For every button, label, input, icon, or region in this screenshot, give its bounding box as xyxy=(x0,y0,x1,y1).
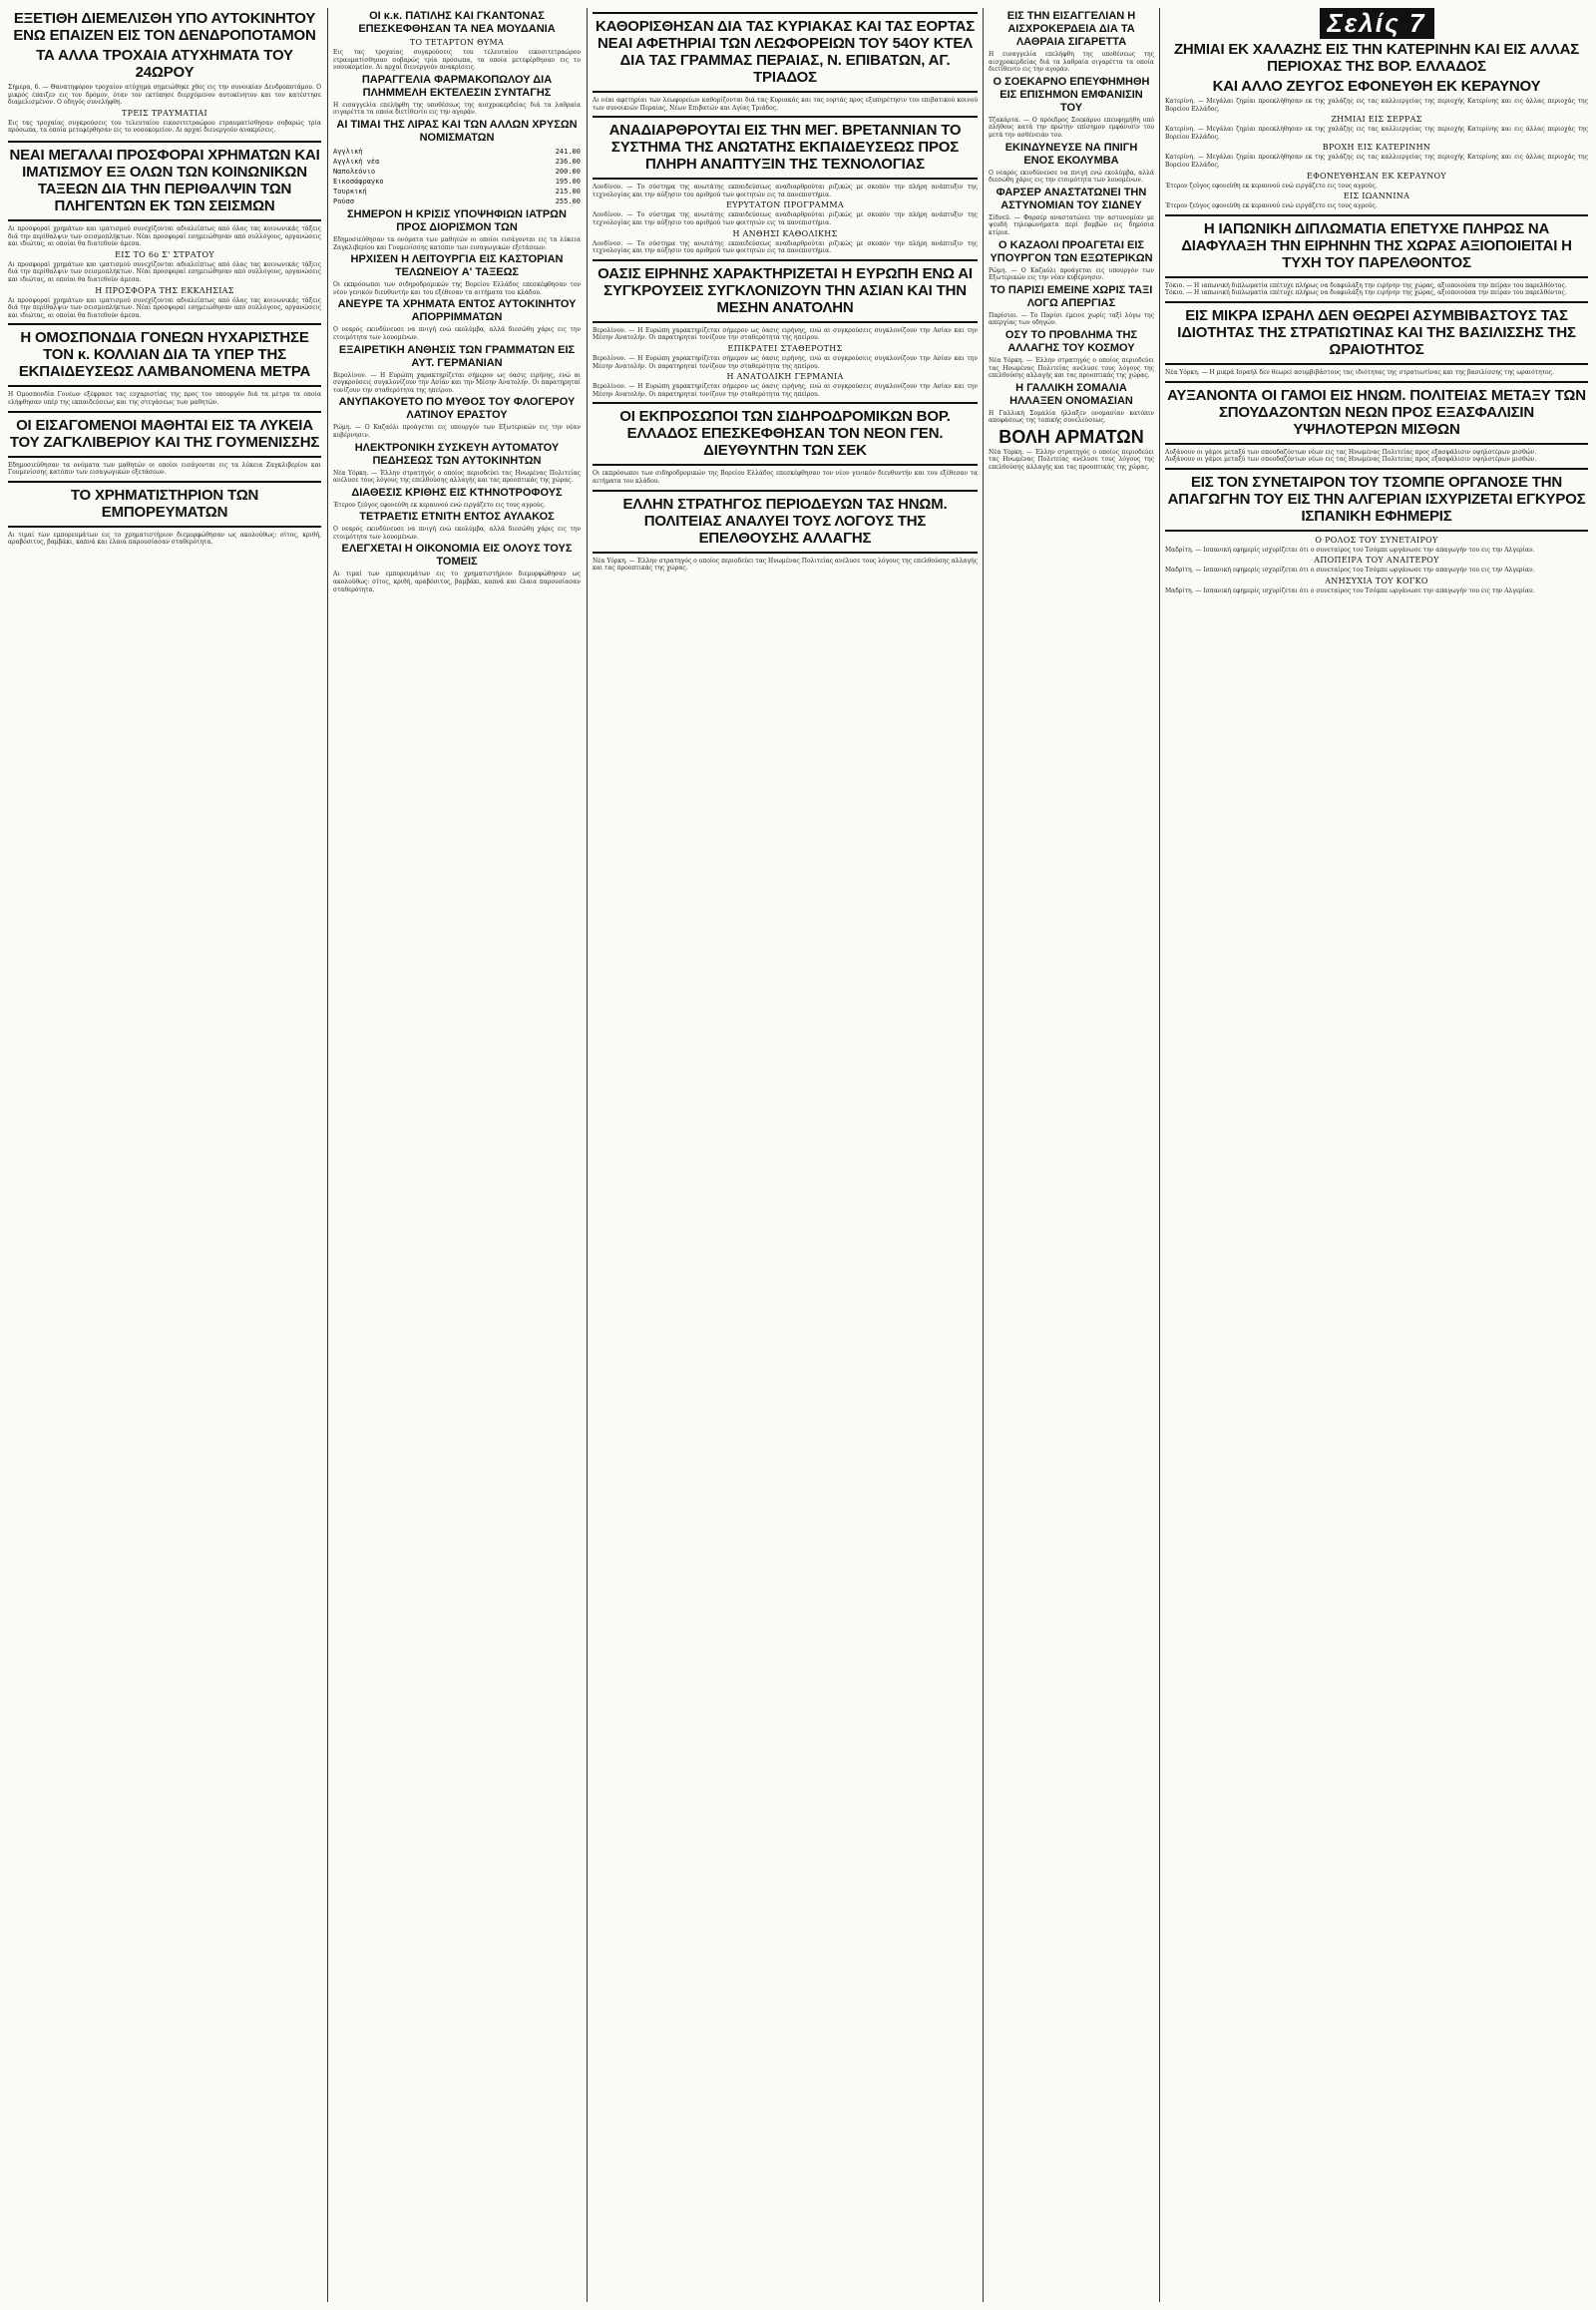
article xyxy=(593,116,978,180)
headline: ΟΙ κ.κ. ΠΑΤΙΛΗΣ ΚΑΙ ΓΚΑΝΤΟΝΑΣ ΕΠΕΣΚΕΦΘΗΣΑΝ ΤΑ ΝΕΑ ΜΟΥΔΑΝΙΑ xyxy=(358,10,556,35)
article xyxy=(593,259,978,323)
subheading: ΕΠΙΚΡΑΤΕΙ ΣΤΑΘΕΡΟΤΗΣ xyxy=(727,343,843,353)
article xyxy=(1165,468,1588,532)
headline: ΠΑΡΑΓΓΕΛΙΑ ΦΑΡΜΑΚΟΠΩΛΟΥ ΔΙΑ ΠΛΗΜΜΕΛΗ ΕΚΤΕΛΕΣΙΝ ΣΥΝΤΑΓΗΣ xyxy=(361,73,553,99)
headline: ΦΑΡΣΕΡ ΑΝΑΣΤΑΤΩΝΕΙ ΤΗΝ ΑΣΤΥΝΟΜΙΑΝ ΤΟΥ ΣΙΔΝΕΥ xyxy=(996,186,1147,211)
headline: ΟΙ ΕΙΣΑΓΟΜΕΝΟΙ ΜΑΘΗΤΑΙ ΕΙΣ ΤΑ ΛΥΚΕΙΑ ΤΟΥ ΖΑΓΚΛΙΒΕΡΙΟΥ ΚΑΙ ΤΗΣ ΓΟΥΜΕΝΙΣΣΗΣ xyxy=(9,416,320,451)
article-body: Εις τας τροχαίας συγκρούσεις του τελευταίου εικοσιτετραώρου ετραυματίσθησαν σοβαρώς τρία πρόσωπα, τα οποία μετεφέρθησαν εις το νοσοκομείον. Αι αρχαί διενεργούν ανακρίσεις. xyxy=(8,119,321,135)
price-row xyxy=(333,196,581,206)
article-body: Οι εκπρόσωποι των σιδηροδρομικών της Βορείου Ελλάδος επεσκέφθησαν τον νέον γενικόν διευθυντήν και του εξέθεσαν τα αιτήματα του κλάδου. xyxy=(333,281,581,296)
article-body: Αι τιμαί των εμπορευμάτων εις το χρηματιστήριον διεμορφώθησαν ως ακολούθως: σίτος, κριθή, αραβόσιτος, βαμβάκι, καπνά και έλαια παρουσίασαν σταθερότητα. xyxy=(8,531,321,547)
column-rule xyxy=(1159,8,1160,2302)
price-row xyxy=(333,157,581,167)
article-body: Ρώμη. — Ο Καζαόλι προάγεται εις υπουργόν των Εξωτερικών εις την νέαν κυβέρνησιν. xyxy=(989,266,1154,282)
headline: ΑΝΥΠΑΚΟΥΕΤΟ ΠΟ ΜΥΘΟΣ ΤΟΥ ΦΛΟΓΕΡΟΥ ΛΑΤΙΝΟΥ ΕΡΑΣΤΟΥ xyxy=(338,396,576,422)
article-body: Βερολίνον. — Η Ευρώπη χαρακτηρίζεται σήμερον ως όασις ειρήνης, ενώ αι συγκρούσεις συγκλονίζουν την Ασίαν και την Μέσην Ανατολήν. Οι παρατηρηταί τονίζουν την σταθερότητα της ηπείρου. xyxy=(593,354,978,370)
article-body: Οι εκπρόσωποι των σιδηροδρομικών της Βορείου Ελλάδος επεσκέφθησαν τον νέον γενικόν διευθυντήν και του εξέθεσαν τα αιτήματα του κλάδου. xyxy=(593,470,978,485)
subheading: Η ΑΝΑΤΟΛΙΚΗ ΓΕΡΜΑΝΙΑ xyxy=(726,372,844,382)
article-body: Η Ομοσπονδία Γονέων εξέφρασε τας ευχαριστίας της προς τον υπουργόν διά τα μέτρα τα οποία ελήφθησαν υπέρ της εκπαιδεύσεως και της στεγάσεως των μαθητών. xyxy=(8,391,321,406)
headline: ΟΙ ΕΚΠΡΟΣΩΠΟΙ ΤΩΝ ΣΙΔΗΡΟΔΡΟΜΙΚΩΝ ΒΟΡ. ΕΛΛΑΔΟΣ ΕΠΕΣΚΕΦΘΗΣΑΝ ΤΟΝ ΝΕΟΝ ΓΕΝ. ΔΙΕΥΘΥΝΤΗΝ ΤΩΝ ΣΕΚ xyxy=(619,408,951,460)
coin-name: Αγγλική xyxy=(333,147,363,156)
column-1 xyxy=(8,8,321,547)
headline: ΤΟ ΠΑΡΙΣΙ ΕΜΕΙΝΕ ΧΩΡΙΣ ΤΑΞΙ ΛΟΓΩ ΑΠΕΡΓΙΑΣ xyxy=(990,283,1153,309)
article xyxy=(1165,214,1588,278)
headline: Ο ΚΑΖΑΟΛΙ ΠΡΟΑΓΕΤΑΙ ΕΙΣ ΥΠΟΥΡΓΟΝ ΤΩΝ ΕΞΩΤΕΡΙΚΩΝ xyxy=(990,238,1153,264)
subheading: ΖΗΜΙΑΙ ΕΙΣ ΣΕΡΡΑΣ xyxy=(1331,115,1422,125)
article-body: Εδημοσιεύθησαν τα ονόματα των μαθητών οι οποίοι εισάγονται εις τα λύκεια Ζαγκλιβερίου και Γουμενίσσης κατόπιν των εισαγωγικών εξετάσεων. xyxy=(333,235,581,251)
article xyxy=(593,12,978,93)
article-body: Αι νέαι αφετηρίαι των λεωφορείων καθορίζονται διά τας Κυριακάς και τας εορτάς προς εξυπηρέτησιν του επιβατικού κοινού των συνοικιών Περαίας, Νέων Επιβατών και Αγίας Τριάδος. xyxy=(593,97,978,112)
price-row xyxy=(333,167,581,177)
coin-name: Ναπολεόνιο xyxy=(333,167,376,176)
subheading: Η ΠΡΟΣΦΟΡΑ ΤΗΣ ΕΚΚΛΗΣΙΑΣ xyxy=(95,285,234,295)
column-3 xyxy=(593,8,978,573)
headline: Η ΙΑΠΩΝΙΚΗ ΔΙΠΛΩΜΑΤΙΑ ΕΠΕΤΥΧΕ ΠΛΗΡΩΣ ΝΑ ΔΙΑΦΥΛΑΞΗ ΤΗΝ ΕΙΡΗΝΗΝ ΤΗΣ ΧΩΡΑΣ ΑΞΙΟΠΟΙΕΙΤΑΙ Η ΤΥΧΗ ΤΟΥ ΠΑΡΕΛΘΟΝΤΟΣ xyxy=(1181,219,1572,271)
article-body: Κατερίνη. — Μεγάλαι ζημίαι προεκλήθησαν εκ της χαλάζης εις τας καλλιεργείας της περιοχής Κατερίνης και εις άλλας περιοχάς της Βορείου Ελλάδος. xyxy=(1165,154,1588,169)
article-body: Έτερον ζεύγος εφονεύθη εκ κεραυνού ενώ ειργάζετο εις τους αγρούς. xyxy=(1165,182,1378,190)
column-4 xyxy=(989,8,1154,472)
headline: ΑΝΕΥΡΕ ΤΑ ΧΡΗΜΑΤΑ ΕΝΤΟΣ ΑΥΤΟΚΙΝΗΤΟΥ ΑΠΟΡΡΙΜΜΑΤΩΝ xyxy=(337,298,577,324)
subheading: ΤΟ ΤΕΤΑΡΤΟΝ ΘΥΜΑ xyxy=(409,38,505,47)
headline: ΝΕΑΙ ΜΕΓΑΛΑΙ ΠΡΟΣΦΟΡΑΙ ΧΡΗΜΑΤΩΝ ΚΑΙ ΙΜΑΤΙΣΜΟΥ ΕΞ ΟΛΩΝ ΤΩΝ ΚΟΙΝΩΝΙΚΩΝ ΤΑΞΕΩΝ ΔΙΑ ΤΗΝ ΠΕΡΙΘΑΛΨΙΝ ΤΩΝ ΠΛΗΓΕΝΤΩΝ ΕΚ ΤΩΝ ΣΕΙΣΜΩΝ xyxy=(9,146,320,214)
headline: ΕΙΣ ΤΟΝ ΣΥΝΕΤΑΙΡΟΝ ΤΟΥ ΤΣΟΜΠΕ ΟΡΓΑΝΟΣΕ ΤΗΝ ΑΠΑΓΩΓΗΝ ΤΟΥ ΕΙΣ ΤΗΝ ΑΛΓΕΡΙΑΝ ΙΣΧΥΡΙΖΕΤΑΙ ΕΓΚΥΡΟΣ ΙΣΠΑΝΙΚΗ ΕΦΗΜΕΡΙΣ xyxy=(1167,473,1586,525)
headline: ΕΚΙΝΔΥΝΕΥΣΕ ΝΑ ΠΝΙΓΗ ΕΝΟΣ ΕΚΟΛΥΜΒΑ xyxy=(1004,141,1138,167)
article-body: Βερολίνον. — Η Ευρώπη χαρακτηρίζεται σήμερον ως όασις ειρήνης, ενώ αι συγκρούσεις συγκλονίζουν την Ασίαν και την Μέσην Ανατολήν. Οι παρατηρηταί τονίζουν την σταθερότητα της ηπείρου. xyxy=(593,326,978,342)
article xyxy=(1165,301,1588,365)
article-body: Η εισαγγελία επελήφθη της υποθέσεως της αισχροκερδείας διά τα λαθραία σιγαρέττα τα οποία διετίθεντο εις την αγοράν. xyxy=(989,51,1154,74)
article-body: Ο νεαρός εκινδύνευσε να πνιγή ενώ εκολύμβα, αλλά διεσώθη χάρις εις την ετοιμότητα των λουομένων. xyxy=(989,169,1154,185)
headline: ΑΙ ΤΙΜΑΙ ΤΗΣ ΛΙΡΑΣ ΚΑΙ ΤΩΝ ΑΛΛΩΝ ΧΡΥΣΩΝ ΝΟΜΙΣΜΑΤΩΝ xyxy=(336,118,578,144)
coin-price: 195.00 xyxy=(555,177,581,186)
column-2 xyxy=(333,8,581,593)
subheading: ΑΠΟΠΕΙΡΑ ΤΟΥ ΑΝΑΙΤΕΡΟΥ xyxy=(1314,556,1439,566)
article-body: Λονδίνον. — Το σύστημα της ανωτάτης εκπαιδεύσεως αναδιαρθρούται ριζικώς με σκοπόν την πλήρη ανάπτυξιν της τεχνολογίας και την αύξησιν του αριθμού των φοιτητών εις τα πανεπιστήμια. xyxy=(593,184,978,198)
article-body: Νέα Υόρκη. — Έλλην στρατηγός ο οποίος περιοδεύει τας Ηνωμένας Πολιτείας ανέλυσε τους λόγους της επελθούσης αλλαγής και τας προοπτικάς της χώρας. xyxy=(333,469,581,485)
article-body: Αι τιμαί των εμπορευμάτων εις το χρηματιστήριον διεμορφώθησαν ως ακολούθως: σίτος, κριθή, αραβόσιτος, βαμβάκι, καπνά και έλαια παρουσίασαν σταθερότητα. xyxy=(333,571,581,593)
headline: ΤΟ ΧΡΗΜΑΤΙΣΤΗΡΙΟΝ ΤΩΝ ΕΜΠΟΡΕΥΜΑΤΩΝ xyxy=(70,486,259,521)
article-body: Εδημοσιεύθησαν τα ονόματα των μαθητών οι οποίοι εισάγονται εις τα λύκεια Ζαγκλιβερίου και Γουμενίσσης κατόπιν των εισαγωγικών εξετάσεων. xyxy=(8,461,321,477)
headline: ΖΗΜΙΑΙ ΕΚ ΧΑΛΑΖΗΣ ΕΙΣ ΤΗΝ ΚΑΤΕΡΙΝΗΝ ΚΑΙ ΕΙΣ ΑΛΛΑΣ ΠΕΡΙΟΧΑΣ ΤΗΣ ΒΟΡ. ΕΛΛΑΔΟΣ xyxy=(1173,41,1580,75)
article xyxy=(593,490,978,554)
article-body: Έτερον ζεύγος εφονεύθη εκ κεραυνού ενώ ειργάζετο εις τους αγρούς. xyxy=(1165,202,1378,210)
headline: Η ΟΜΟΣΠΟΝΔΙΑ ΓΟΝΕΩΝ ΗΥΧΑΡΙΣΤΗΣΕ ΤΟΝ κ. ΚΟΛΛΙΑΝ ΔΙΑ ΤΑ ΥΠΕΡ ΤΗΣ ΕΚΠΑΙΔΕΥΣΕΩΣ ΛΑΜΒΑΝΟΜΕΝΑ ΜΕΤΡΑ xyxy=(18,329,311,381)
column-5 xyxy=(1165,8,1588,595)
subheading: ΒΡΟΧΗ ΕΙΣ ΚΑΤΕΡΙΝΗΝ xyxy=(1322,143,1431,153)
price-row xyxy=(333,177,581,187)
coin-price: 200.00 xyxy=(555,167,581,176)
price-table xyxy=(333,147,581,206)
article xyxy=(8,323,321,387)
coin-price: 215.00 xyxy=(555,187,581,195)
article-body: Εις τας τροχαίας συγκρούσεις του τελευταίου εικοσιτετραώρου ετραυματίσθησαν σοβαρώς τρία πρόσωπα, τα οποία μετεφέρθησαν εις το νοσοκομείον. Αι αρχαί διενεργούν ανακρίσεις. xyxy=(333,49,581,72)
article-body: Βερολίνον. — Η Ευρώπη χαρακτηρίζεται σήμερον ως όασις ειρήνης, ενώ αι συγκρούσεις συγκλονίζουν την Ασίαν και την Μέσην Ανατολήν. Οι παρατηρηταί τονίζουν την σταθερότητα της ηπείρου. xyxy=(593,383,978,398)
article-body: Τόκιο. — Η ιαπωνική διπλωματία επέτυχε πλήρως να διαφυλάξη την ειρήνην της χώρας, αξιοποιούσα την πείραν του παρελθόντος. xyxy=(1165,281,1567,289)
headline: ΤΑ ΑΛΛΑ ΤΡΟΧΑΙΑ ΑΤΥΧΗΜΑΤΑ ΤΟΥ 24ΩΡΟΥ xyxy=(36,47,293,81)
headline: ΣΗΜΕΡΟΝ Η ΚΡΙΣΙΣ ΥΠΟΨΗΦΙΩΝ ΙΑΤΡΩΝ ΠΡΟΣ ΔΙΟΡΙΣΜΟΝ ΤΩΝ xyxy=(347,207,567,233)
article-body: Έτερον ζεύγος εφονεύθη εκ κεραυνού ενώ ειργάζετο εις τους αγρούς. xyxy=(333,501,546,509)
coin-price: 241.00 xyxy=(555,147,581,156)
price-row xyxy=(333,187,581,196)
column-rule xyxy=(587,8,588,2302)
article-body: Νέα Υόρκη. — Έλλην στρατηγός ο οποίος περιοδεύει τας Ηνωμένας Πολιτείας ανέλυσε τους λόγους της επελθούσης αλλαγής και τας προοπτικάς της χώρας. xyxy=(989,448,1154,472)
headline: ΗΡΧΙΣΕΝ Η ΛΕΙΤΟΥΡΓΙΑ ΕΙΣ ΚΑΣΤΟΡΙΑΝ ΤΕΛΩΝΕΙΟΥ Α' ΤΑΞΕΩΣ xyxy=(350,253,564,279)
headline: ΤΕΤΡΑΕΤΙΣ ΕΤΝΙΤΗ ΕΝΤΟΣ ΑΥΛΑΚΟΣ xyxy=(359,511,555,524)
headline: ΑΝΑΔΙΑΡΘΡΟΥΤΑΙ ΕΙΣ ΤΗΝ ΜΕΓ. ΒΡΕΤΑΝΝΙΑΝ ΤΟ ΣΥΣΤΗΜΑ ΤΗΣ ΑΝΩΤΑΤΗΣ ΕΚΠΑΙΔΕΥΣΕΩΣ ΠΡΟΣ ΠΛΗΡΗ ΑΝΑΠΤΥΞΙΝ ΤΗΣ ΤΕΧΝΟΛΟΓΙΑΣ xyxy=(608,122,962,174)
article-body: Η εισαγγελία επελήφθη της υποθέσεως της αισχροκερδείας διά τα λαθραία σιγαρέττα τα οποία διετίθεντο εις την αγοράν. xyxy=(333,101,581,117)
subheading: ΕΙΣ ΤΟ 6ο Σ' ΣΤΡΑΤΟΥ xyxy=(115,249,214,259)
article-body: Μαδρίτη. — Ισπανική εφημερίς ισχυρίζεται ότι ο συνεταίρος του Τσόμπε ωργάνωσε την απαγωγήν του εις την Αλγερίαν. xyxy=(1165,586,1535,594)
coin-name: Τουρκική xyxy=(333,187,367,195)
article xyxy=(1165,381,1588,445)
headline: ΔΙΑΘΕΣΙΣ ΚΡΙΘΗΣ ΕΙΣ ΚΤΗΝΟΤΡΟΦΟΥΣ xyxy=(351,486,563,499)
subheading: ΕΦΟΝΕΥΘΗΣΑΝ ΕΚ ΚΕΡΑΥΝΟΥ xyxy=(1307,171,1446,181)
article-body: Αι προσφοραί χρημάτων και ιματισμού συνεχίζονται αδιαλείπτως από όλας τας κοινωνικάς τάξεις διά την περίθαλψιν των σεισμοπλήκτων. Νέαι προσφοραί εσημειώθησαν από συλλόγους, οργανώσεις και ιδιώτας, αι οποίαι θα διατεθούν άμεσα. xyxy=(8,260,321,283)
subheading: Ο ΡΟΛΟΣ ΤΟΥ ΣΥΝΕΤΑΙΡΟΥ xyxy=(1315,535,1438,545)
article-body: Η Γαλλική Σομαλία ήλλαξεν ονομασίαν κατόπιν αποφάσεως της τοπικής συνελεύσεως. xyxy=(989,409,1154,425)
headline: ΟΑΣΙΣ ΕΙΡΗΝΗΣ ΧΑΡΑΚΤΗΡΙΖΕΤΑΙ Η ΕΥΡΩΠΗ ΕΝΩ ΑΙ ΣΥΓΚΡΟΥΣΕΙΣ ΣΥΓΚΛΟΝΙΖΟΥΝ ΤΗΝ ΑΣΙΑΝ ΚΑΙ ΤΗΝ ΜΕΣΗΝ ΑΝΑΤΟΛΗΝ xyxy=(598,264,973,316)
article-body: Λονδίνον. — Το σύστημα της ανωτάτης εκπαιδεύσεως αναδιαρθρούται ριζικώς με σκοπόν την πλήρη ανάπτυξιν της τεχνολογίας και την αύξησιν του αριθμού των φοιτητών εις τα πανεπιστήμια. xyxy=(593,239,978,255)
article-body: Νέα Υόρκη. — Η μικρά Ισραήλ δεν θεωρεί ασυμβιβάστους τας ιδιότητας της στρατιωτίνας και της βασιλίσσης της ωραιότητος. xyxy=(1165,368,1554,376)
headline: ΕΛΕΓΧΕΤΑΙ Η ΟΙΚΟΝΟΜΙΑ ΕΙΣ ΟΛΟΥΣ ΤΟΥΣ ΤΟΜΕΙΣ xyxy=(341,543,573,569)
article-body: Σήμερα, 6. — Θανατηφόρον τροχαίον ατύχημα σημειώθηκε χθες εις την συνοικίαν Δενδροποτάμου. Ο μικρός έπαιζεν εις τον δρόμον, όταν τον εκτύπησε διερχόμενον αυτοκίνητον και τον κατέστησε διαμελισμένον. Ο οδηγός συνελήφθη. xyxy=(8,84,321,107)
headline: ΟΣΥ ΤΟ ΠΡΟΒΛΗΜΑ ΤΗΣ ΑΛΛΑΓΗΣ ΤΟΥ ΚΟΣΜΟΥ xyxy=(1004,328,1138,354)
coin-price: 236.00 xyxy=(555,157,581,166)
article-body: Αι προσφοραί χρημάτων και ιματισμού συνεχίζονται αδιαλείπτως από όλας τας κοινωνικάς τάξεις διά την περίθαλψιν των σεισμοπλήκτων. Νέαι προσφοραί εσημειώθησαν από συλλόγους, οργανώσεις και ιδιώτας, αι οποίαι θα διατεθούν άμεσα. xyxy=(8,296,321,319)
article-body: Βερολίνον. — Η Ευρώπη χαρακτηρίζεται σήμερον ως όασις ειρήνης, ενώ αι συγκρούσεις συγκλονίζουν την Ασίαν και την Μέσην Ανατολήν. Οι παρατηρηταί τονίζουν την σταθερότητα της ηπείρου. xyxy=(333,371,581,394)
headline: Ο ΣΟΕΚΑΡΝΟ ΕΠΕΥΦΗΜΗΘΗ ΕΙΣ ΕΠΙΣΗΜΟΝ ΕΜΦΑΝΙΣΙΝ ΤΟΥ xyxy=(993,75,1150,114)
headline: ΑΥΞΑΝΟΝΤΑ ΟΙ ΓΑΜΟΙ ΕΙΣ ΗΝΩΜ. ΠΟΛΙΤΕΙΑΣ ΜΕΤΑΞΥ ΤΩΝ ΣΠΟΥΔΑΖΟΝΤΩΝ ΝΕΩΝ ΠΡΟΣ ΕΞΑΣΦΑΛΙΣΙΝ ΥΨΗΛΟΤΕΡΩΝ ΜΙΣΘΩΝ xyxy=(1167,386,1586,438)
column-rule xyxy=(327,8,328,2302)
article-body: Ρώμη. — Ο Καζαόλι προάγεται εις υπουργόν των Εξωτερικών εις την νέαν κυβέρνησιν. xyxy=(333,424,581,439)
article-body: Ο νεαρός εκινδύνευσε να πνιγή ενώ εκολύμβα, αλλά διεσώθη χάρις εις την ετοιμότητα των λουομένων. xyxy=(333,526,581,541)
column-rule xyxy=(983,8,984,2302)
article xyxy=(593,402,978,466)
subheading: ΑΝΗΣΥΧΙΑ ΤΟΥ ΚΟΓΚΟ xyxy=(1325,576,1428,585)
masthead xyxy=(1165,8,1588,39)
article-body: Κατερίνη. — Μεγάλαι ζημίαι προεκλήθησαν εκ της χαλάζης εις τας καλλιεργείας της περιοχής Κατερίνης και εις άλλας περιοχάς της Βορείου Ελλάδος. xyxy=(1165,126,1588,141)
article-body: Ο νεαρός εκινδύνευσε να πνιγή ενώ εκολύμβα, αλλά διεσώθη χάρις εις την ετοιμότητα των λουομένων. xyxy=(333,326,581,341)
subheading: ΕΥΡΥΤΑΤΟΝ ΠΡΟΓΡΑΜΜΑ xyxy=(726,200,844,210)
article-body: Παρίσιοι. — Το Παρίσι έμεινε χωρίς ταξί λόγω της απεργίας των οδηγών. xyxy=(989,311,1154,327)
coin-name: Αγγλική νέα xyxy=(333,157,380,166)
subheading: ΤΡΕΙΣ ΤΡΑΥΜΑΤΙΑΙ xyxy=(122,108,207,118)
headline: ΒΟΛΗ ΑΡΜΑΤΩΝ xyxy=(998,426,1144,447)
article-body: Αυξάνουν οι γάμοι μεταξύ των σπουδαζόντων νέων εις τας Ηνωμένας Πολιτείας προς εξασφάλισιν υψηλοτέρων μισθών. xyxy=(1165,448,1537,456)
article xyxy=(8,481,321,528)
coin-name: Εικοσάφραγκο xyxy=(333,177,384,186)
article-body: Σίδνεϋ. — Φαρσέρ αναστατώνει την αστυνομίαν με ψευδή τηλεφωνήματα περί βομβών εις δημόσια κτίρια. xyxy=(989,213,1154,236)
headline: ΕΞΕΤΙΘΗ ΔΙΕΜΕΛΙΣΘΗ ΥΠΟ ΑΥΤΟΚΙΝΗΤΟΥ ΕΝΩ ΕΠΑΙΖΕΝ ΕΙΣ ΤΟΝ ΔΕΝΔΡΟΠΟΤΑΜΟΝ xyxy=(13,10,316,44)
article xyxy=(8,411,321,458)
headline: ΕΞΑΙΡΕΤΙΚΗ ΑΝΘΗΣΙΣ ΤΩΝ ΓΡΑΜΜΑΤΩΝ ΕΙΣ ΑΥΤ. ΓΕΡΜΑΝΙΑΝ xyxy=(338,343,576,369)
article-body: Τζακάρτα. — Ο πρόεδρος Σοεκάρνο επευφημήθη υπό πλήθους κατά την πρώτην επίσημον εμφάνισίν του μετά την ασθένειάν του. xyxy=(989,116,1154,139)
article-body: Μαδρίτη. — Ισπανική εφημερίς ισχυρίζεται ότι ο συνεταίρος του Τσόμπε ωργάνωσε την απαγωγήν του εις την Αλγερίαν. xyxy=(1165,546,1535,554)
headline: ΕΙΣ ΜΙΚΡΑ ΙΣΡΑΗΛ ΔΕΝ ΘΕΩΡΕΙ ΑΣΥΜΒΙΒΑΣΤΟΥΣ ΤΑΣ ΙΔΙΟΤΗΤΑΣ ΤΗΣ ΣΤΡΑΤΙΩΤΙΝΑΣ ΚΑΙ ΤΗΣ ΒΑΣΙΛΙΣΣΗΣ ΤΗΣ ΩΡΑΙΟΤΗΤΟΣ xyxy=(1177,306,1576,358)
headline: ΕΛΛΗΝ ΣΤΡΑΤΗΓΟΣ ΠΕΡΙΟΔΕΥΩΝ ΤΑΣ ΗΝΩΜ. ΠΟΛΙΤΕΙΑΣ ΑΝΑΛΥΕΙ ΤΟΥΣ ΛΟΓΟΥΣ ΤΗΣ ΕΠΕΛΘΟΥΣΗΣ ΑΛΛΑΓΗΣ xyxy=(622,495,948,547)
headline: ΚΑΙ ΑΛΛΟ ΖΕΥΓΟΣ ΕΦΟΝΕΥΘΗ ΕΚ ΚΕΡΑΥΝΟΥ xyxy=(1212,78,1541,95)
article-body: Κατερίνη. — Μεγάλαι ζημίαι προεκλήθησαν εκ της χαλάζης εις τας καλλιεργείας της περιοχής Κατερίνης και εις άλλας περιοχάς της Βορείου Ελλάδος. xyxy=(1165,98,1588,113)
headline: Η ΓΑΛΛΙΚΗ ΣΟΜΑΛΙΑ ΗΛΛΑΞΕΝ ΟΝΟΜΑΣΙΑΝ xyxy=(1009,381,1133,407)
article-body: Μαδρίτη. — Ισπανική εφημερίς ισχυρίζεται ότι ο συνεταίρος του Τσόμπε ωργάνωσε την απαγωγήν του εις την Αλγερίαν. xyxy=(1165,567,1535,575)
article xyxy=(8,10,321,135)
coin-name: Ρούσσ xyxy=(333,196,355,205)
subheading: Η ΑΝΘΗΣΙ ΚΑΘΟΛΙΚΗΣ xyxy=(732,228,838,238)
headline: ΗΛΕΚΤΡΟΝΙΚΗ ΣΥΣΚΕΥΗ ΑΥΤΟΜΑΤΟΥ ΠΕΔΗΣΕΩΣ ΤΩΝ ΑΥΤΟΚΙΝΗΤΩΝ xyxy=(354,441,560,467)
article-body: Αι προσφοραί χρημάτων και ιματισμού συνεχίζονται αδιαλείπτως από όλας τας κοινωνικάς τάξεις διά την περίθαλψιν των σεισμοπλήκτων. Νέαι προσφοραί εσημειώθησαν από συλλόγους, οργανώσεις και ιδιώτας, αι οποίαι θα διατεθούν άμεσα. xyxy=(8,224,321,248)
headline: ΚΑΘΟΡΙΣΘΗΣΑΝ ΔΙΑ ΤΑΣ ΚΥΡΙΑΚΑΣ ΚΑΙ ΤΑΣ ΕΟΡΤΑΣ ΝΕΑΙ ΑΦΕΤΗΡΙΑΙ ΤΩΝ ΛΕΩΦΟΡΕΙΩΝ ΤΟΥ 54ΟΥ ΚΤΕΛ ΔΙΑ ΤΑΣ ΓΡΑΜΜΑΣ ΠΕΡΑΙΑΣ, Ν. ΕΠΙΒΑΤΩΝ, ΑΓ. ΤΡΙΑΔΟΣ xyxy=(595,18,976,86)
article-body: Τόκιο. — Η ιαπωνική διπλωματία επέτυχε πλήρως να διαφυλάξη την ειρήνην της χώρας, αξιοποιούσα την πείραν του παρελθόντος. xyxy=(1165,289,1567,297)
coin-price: 255.00 xyxy=(555,196,581,205)
headline: ΕΙΣ ΤΗΝ ΕΙΣΑΓΓΕΛΙΑΝ Η ΑΙΣΧΡΟΚΕΡΔΕΙΑ ΔΙΑ ΤΑ ΛΑΘΡΑΙΑ ΣΙΓΑΡΕΤΤΑ xyxy=(1006,10,1136,48)
page-logo: Σελίς 7 xyxy=(1320,8,1434,39)
article xyxy=(8,141,321,221)
article-body: Λονδίνον. — Το σύστημα της ανωτάτης εκπαιδεύσεως αναδιαρθρούται ριζικώς με σκοπόν την πλήρη ανάπτυξιν της τεχνολογίας και την αύξησιν του αριθμού των φοιτητών εις τα πανεπιστήμια. xyxy=(593,211,978,226)
subheading: ΕΙΣ ΙΩΑΝΝΙΝΑ xyxy=(1343,192,1410,201)
article-body: Νέα Υόρκη. — Έλλην στρατηγός ο οποίος περιοδεύει τας Ηνωμένας Πολιτείας ανέλυσε τους λόγους της επελθούσης αλλαγής και τας προοπτικάς της χώρας. xyxy=(989,356,1154,380)
article-body: Νέα Υόρκη. — Έλλην στρατηγός ο οποίος περιοδεύει τας Ηνωμένας Πολιτείας ανέλυσε τους λόγους της επελθούσης αλλαγής και τας προοπτικάς της χώρας. xyxy=(593,557,978,573)
article-body: Αυξάνουν οι γάμοι μεταξύ των σπουδαζόντων νέων εις τας Ηνωμένας Πολιτείας προς εξασφάλισιν υψηλοτέρων μισθών. xyxy=(1165,456,1537,464)
price-row xyxy=(333,147,581,157)
